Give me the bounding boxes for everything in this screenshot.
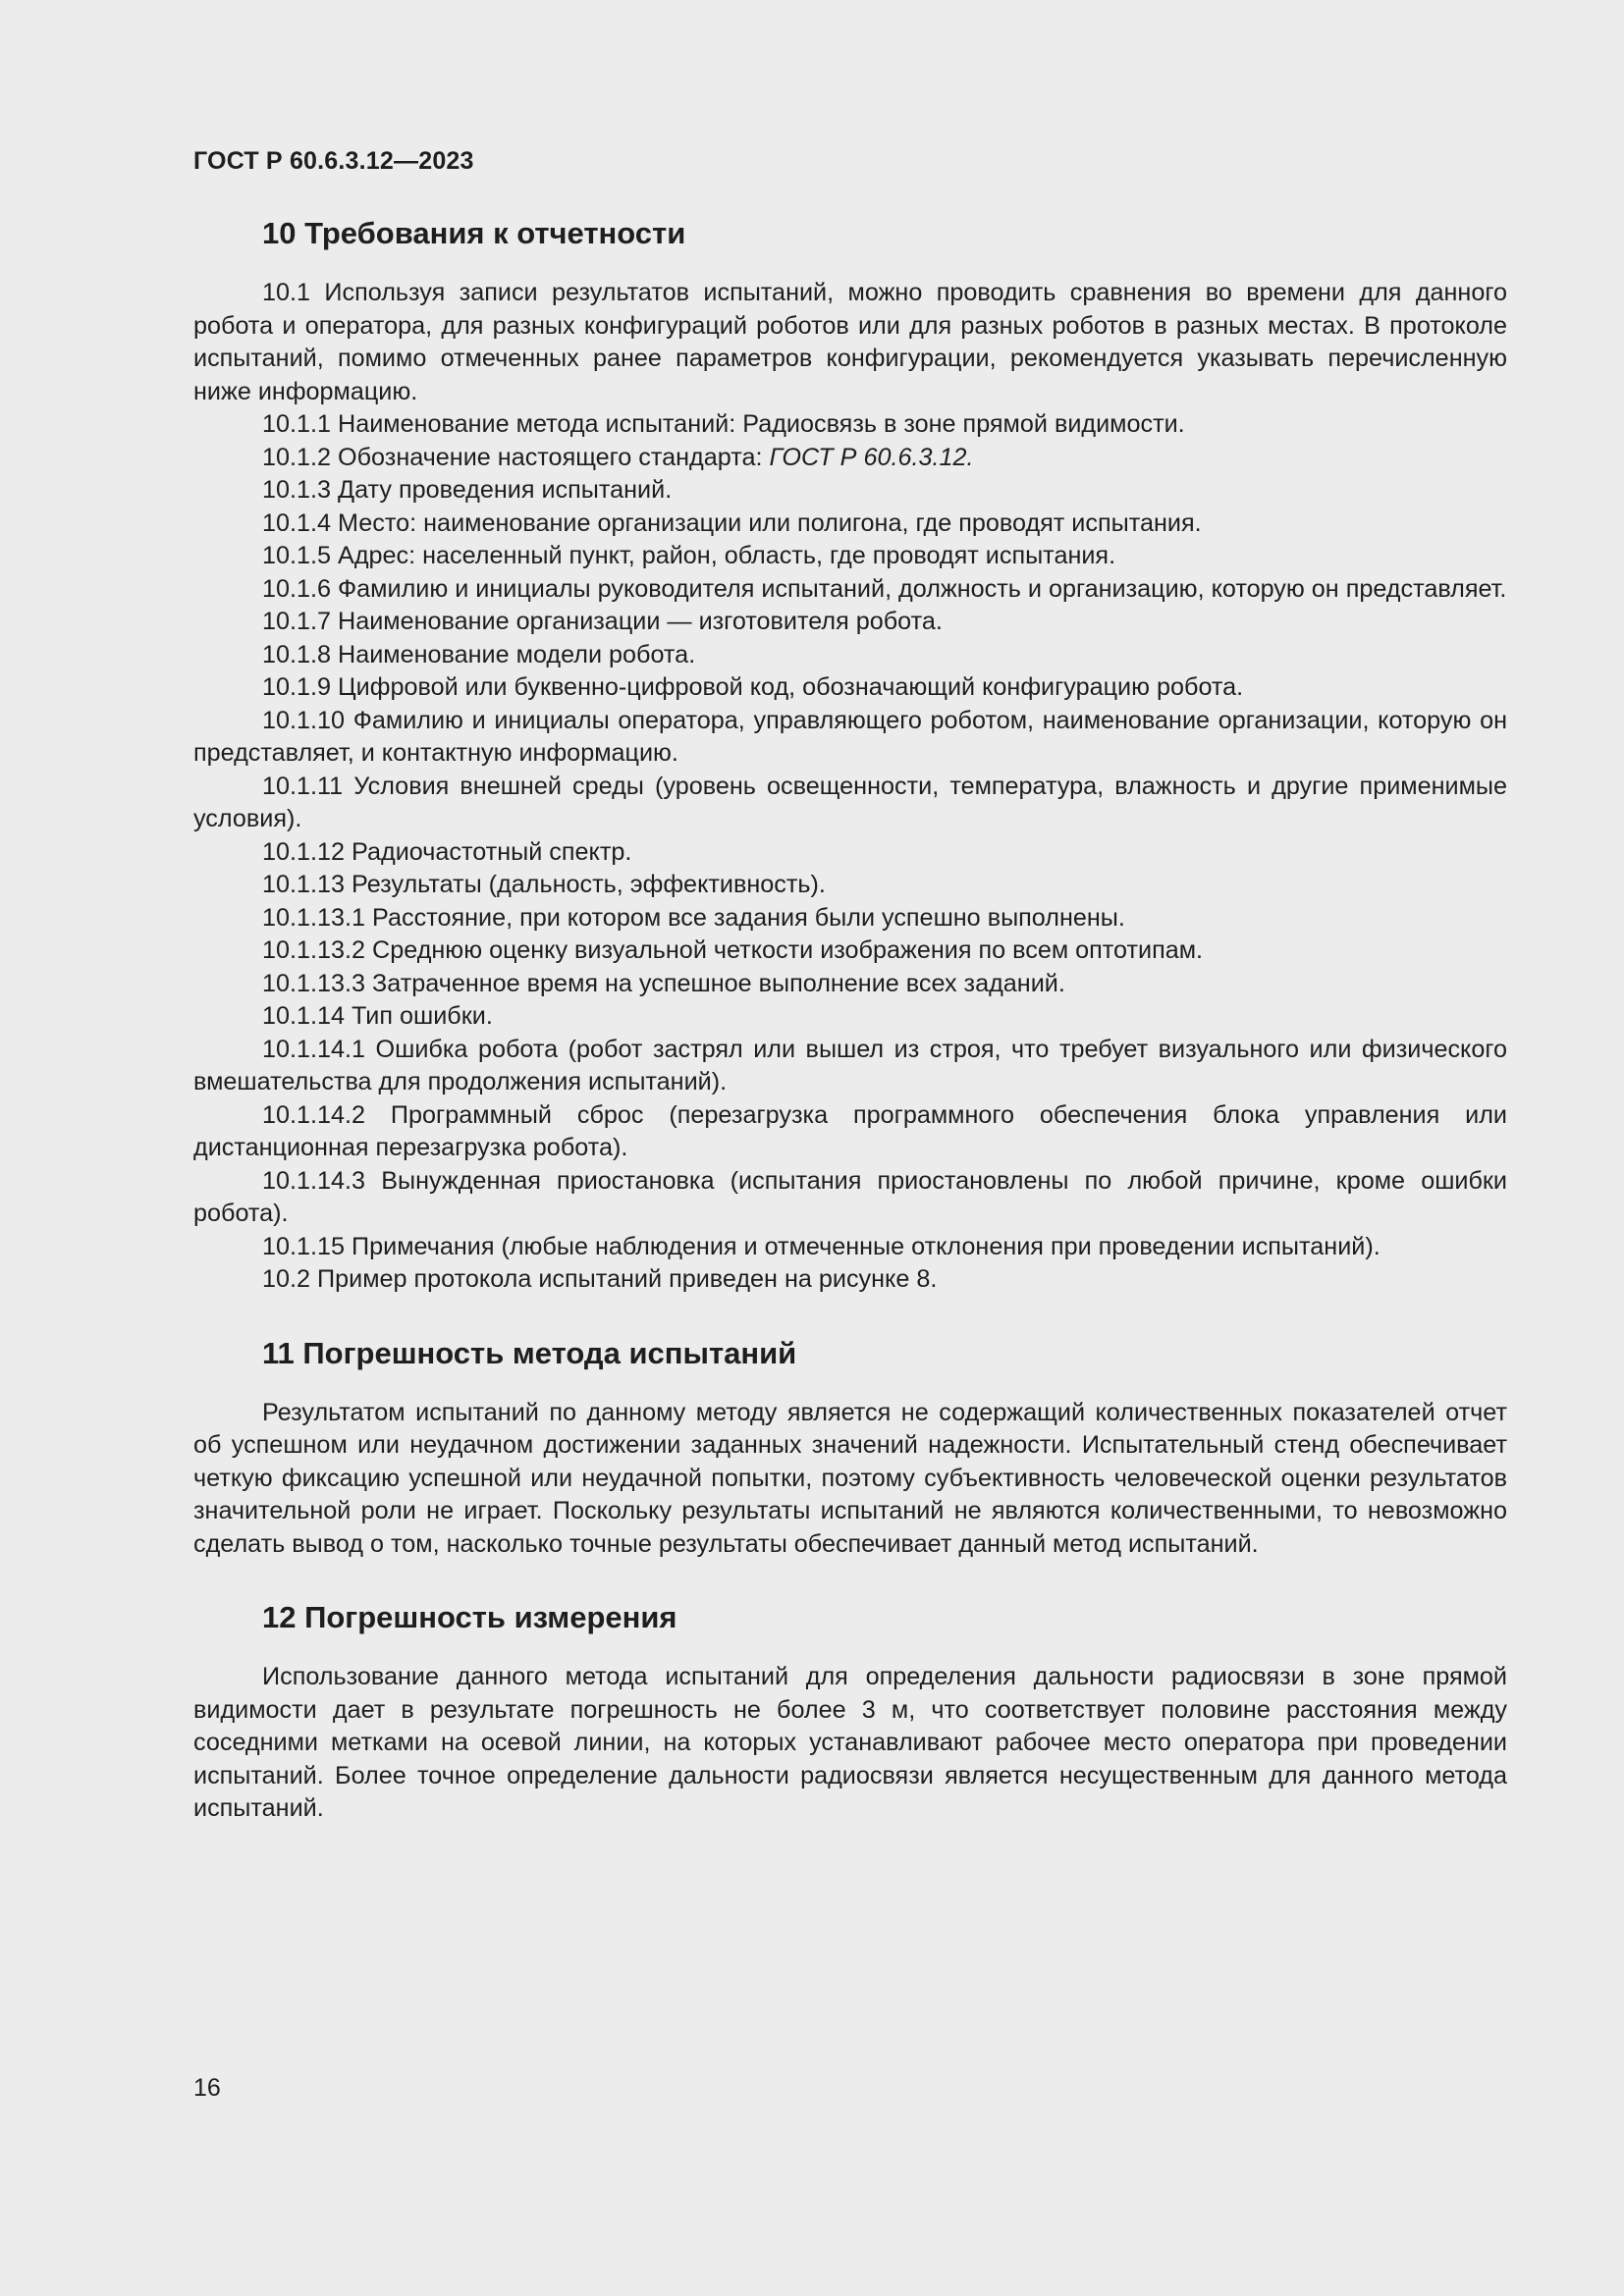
section-10-items bbox=[193, 277, 1507, 1297]
item-10-1-9: 10.1.9 Цифровой или буквенно-цифровой код, обозначающий конфигурацию робота. bbox=[262, 673, 1244, 701]
item-10-1-2-text: 10.1.2 Обозначение настоящего стандарта: bbox=[262, 443, 770, 471]
item-10-1-14-2: 10.1.14.2 Программный сброс (перезагрузка программного обеспечения блока управления или дистанционная перезагрузка робота). bbox=[193, 1100, 1507, 1161]
standard-code-header: ГОСТ Р 60.6.3.12—2023 bbox=[193, 147, 474, 175]
item-10-1-13: 10.1.13 Результаты (дальность, эффективность). bbox=[262, 871, 826, 898]
item-10-1-15: 10.1.15 Примечания (любые наблюдения и отмеченные отклонения при проведении испытаний). bbox=[262, 1232, 1380, 1260]
item-10-2: 10.2 Пример протокола испытаний приведен на рисунке 8. bbox=[262, 1265, 938, 1293]
page-number: 16 bbox=[193, 2074, 221, 2102]
section-12-paragraph: Использование данного метода испытаний для определения дальности радиосвязи в зоне прямой видимости дает в результате погрешность не более 3 м, что соответствует половине расстояния между соседними метками на осевой линии, на которых устанавливают рабочее место оператора при проведении испытаний. Более точное определение дальности радиосвязи является несущественным для данного метода испытаний. bbox=[193, 1663, 1507, 1822]
section-11-heading: 11 Погрешность метода испытаний bbox=[262, 1335, 797, 1370]
item-10-1-3: 10.1.3 Дату проведения испытаний. bbox=[262, 476, 673, 504]
item-10-1-7: 10.1.7 Наименование организации — изготовителя робота. bbox=[262, 608, 943, 635]
item-10-1-14: 10.1.14 Тип ошибки. bbox=[262, 1002, 493, 1030]
item-10-1-13-2: 10.1.13.2 Среднюю оценку визуальной четкости изображения по всем оптотипам. bbox=[262, 936, 1204, 964]
item-10-1-11: 10.1.11 Условия внешней среды (уровень освещенности, температура, влажность и другие применимые условия). bbox=[193, 772, 1507, 832]
item-10-1-6: 10.1.6 Фамилию и инициалы руководителя испытаний, должность и организацию, которую он представляет. bbox=[262, 574, 1507, 603]
item-10-1: 10.1 Используя записи результатов испытаний, можно проводить сравнения во времени для данного робота и оператора, для разных конфигураций роботов или для разных роботов в разных местах. В протоколе испытаний, помимо отмеченных ранее параметров конфигурации, рекомендуется указывать перечисленную ниже информацию. bbox=[193, 279, 1507, 405]
item-10-1-14-1: 10.1.14.1 Ошибка робота (робот застрял или вышел из строя, что требует визуального или физического вмешательства для продолжения испытаний). bbox=[193, 1035, 1507, 1095]
section-12-heading: 12 Погрешность измерения bbox=[262, 1600, 677, 1634]
item-10-1-1: 10.1.1 Наименование метода испытаний: Радиосвязь в зоне прямой видимости. bbox=[262, 410, 1185, 438]
item-10-1-2-standard-ref: ГОСТ Р 60.6.3.12. bbox=[769, 443, 974, 471]
section-10-heading: 10 Требования к отчетности bbox=[262, 216, 686, 250]
section-11-paragraph: Результатом испытаний по данному методу является не содержащий количественных показателей отчет об успешном или неудачном достижении заданных значений надежности. Испытательный стенд обеспечивает четкую фиксацию успешной или неудачной попытки, поэтому субъективность человеческой оценки результатов значительной роли не играет. Поскольку результаты испытаний не являются количественными, то невозможно сделать вывод о том, насколько точные результаты обеспечивает данный метод испытаний. bbox=[193, 1398, 1507, 1558]
document-body bbox=[193, 214, 1507, 1826]
item-10-1-2 bbox=[193, 442, 1507, 475]
item-10-1-5: 10.1.5 Адрес: населенный пункт, район, область, где проводят испытания. bbox=[262, 542, 1116, 569]
item-10-1-14-3: 10.1.14.3 Вынужденная приостановка (испытания приостановлены по любой причине, кроме ошибки робота). bbox=[193, 1166, 1507, 1227]
item-10-1-8: 10.1.8 Наименование модели робота. bbox=[262, 640, 696, 668]
item-10-1-13-3: 10.1.13.3 Затраченное время на успешное выполнение всех заданий. bbox=[262, 969, 1065, 997]
item-10-1-12: 10.1.12 Радиочастотный спектр. bbox=[262, 837, 632, 866]
item-10-1-4: 10.1.4 Место: наименование организации или полигона, где проводят испытания. bbox=[262, 508, 1202, 537]
item-10-1-10: 10.1.10 Фамилию и инициалы оператора, управляющего роботом, наименование организации, которую он представляет, и контактную информацию. bbox=[193, 706, 1507, 767]
item-10-1-13-1: 10.1.13.1 Расстояние, при котором все задания были успешно выполнены. bbox=[262, 903, 1125, 932]
